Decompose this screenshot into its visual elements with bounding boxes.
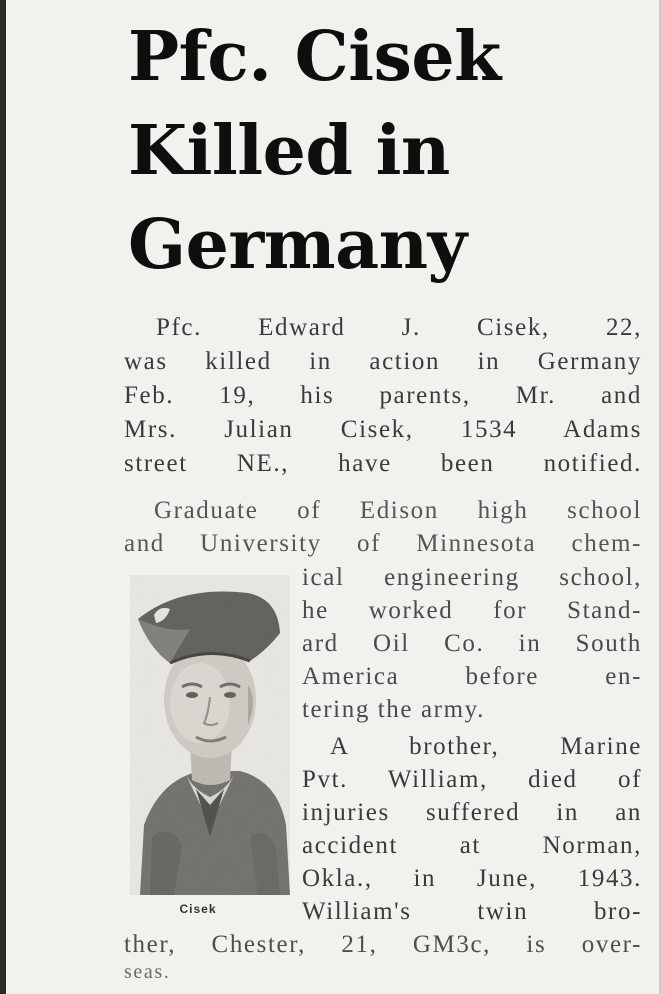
text-line: street NE., have been notified.	[124, 450, 642, 477]
text-line: Graduate of Edison high school	[154, 497, 642, 524]
text-line: and University of Minnesota chem-	[124, 530, 642, 557]
paragraph-1	[124, 314, 642, 484]
text-line: tering the army.	[302, 696, 485, 723]
text-line: he worked for Stand-	[302, 597, 642, 624]
text-line: America before en-	[302, 663, 642, 690]
text-line: William's twin bro-	[302, 898, 642, 925]
headline-line-1: Pfc. Cisek	[128, 17, 501, 97]
text-line: Pfc. Edward J. Cisek, 22,	[156, 314, 642, 341]
text-line: A brother, Marine	[330, 733, 642, 760]
text-line: ical engineering school,	[302, 564, 642, 591]
text-line: ard Oil Co. in South	[302, 630, 642, 657]
text-line: seas.	[124, 961, 171, 983]
soldier-portrait-illustration	[130, 575, 290, 895]
text-line: Mrs. Julian Cisek, 1534 Adams	[124, 416, 642, 443]
headline	[128, 10, 648, 292]
text-line: accident at Norman,	[302, 832, 642, 859]
text-line: Pvt. William, died of	[302, 766, 642, 793]
text-line: was killed in action in Germany	[124, 348, 642, 375]
text-line: injuries suffered in an	[302, 799, 642, 826]
text-line: ther, Chester, 21, GM3c, is over-	[124, 931, 642, 958]
photo-caption: Cisek	[179, 902, 217, 916]
headline-line-2: Killed in	[128, 111, 450, 191]
text-line: Feb. 19, his parents, Mr. and	[124, 382, 642, 409]
portrait-photo	[130, 575, 290, 895]
headline-line-3: Germany	[128, 205, 467, 285]
text-line: Okla., in June, 1943.	[302, 865, 642, 892]
